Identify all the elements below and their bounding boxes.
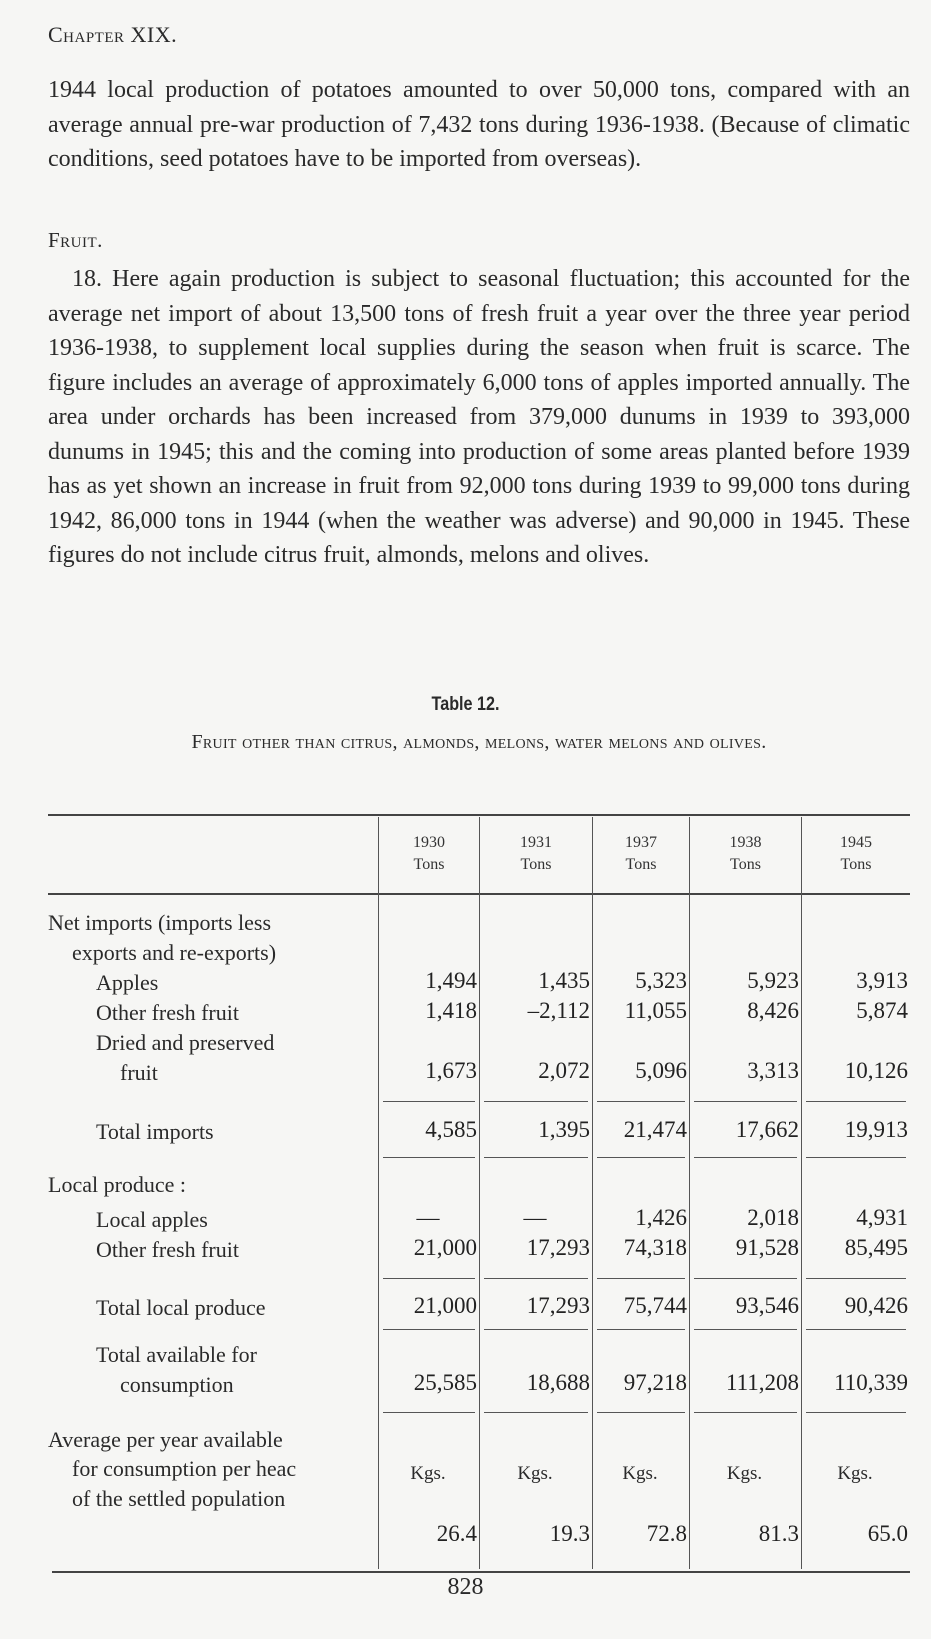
table-cell: 81.3 (758, 1521, 799, 1546)
table-cell: 21,000 (413, 1235, 477, 1260)
table-top-rule (48, 814, 910, 816)
chapter-heading: Chapter XIX. (48, 22, 178, 47)
table-cell: 5,923 (747, 968, 799, 993)
table-cell: 26.4 (436, 1521, 477, 1546)
subtotal-rule (806, 1412, 906, 1413)
table-cell: 1,673 (425, 1058, 477, 1083)
column-year: 1945 (840, 834, 872, 851)
row-label-other-fresh-local: Other fresh fruit (96, 1237, 239, 1262)
table-label: Table 12. (431, 694, 500, 715)
subtotal-rule (383, 1412, 475, 1413)
column-year: 1931 (520, 834, 552, 851)
table-cell: 19.3 (549, 1521, 590, 1546)
row-label-apples: Apples (96, 970, 159, 995)
table-cell: 1,395 (538, 1117, 590, 1142)
table-cell: 75,744 (623, 1293, 687, 1318)
table-cell: 97,218 (623, 1370, 687, 1395)
group-label-local-produce: Local produce : (48, 1172, 187, 1197)
row-label-per-head-cont: for consumption per heac (72, 1456, 297, 1481)
column-header-1931 (480, 832, 592, 876)
row-label-dried-preserved-cont: fruit (120, 1060, 158, 1085)
group-label-net-imports-cont: exports and re-exports) (72, 940, 277, 965)
column-unit: Tons (625, 856, 657, 873)
group-label-net-imports: Net imports (imports less (48, 910, 272, 935)
unit-label: Kgs. (410, 1463, 446, 1484)
table-cell: 21,474 (623, 1117, 687, 1142)
subtotal-rule (597, 1278, 685, 1279)
column-year: 1938 (729, 834, 762, 851)
table-cell: 72.8 (646, 1521, 687, 1546)
unit-label: Kgs. (726, 1463, 763, 1484)
unit-label: Kgs. (517, 1463, 553, 1484)
table-cell: 2,018 (747, 1205, 799, 1230)
section-heading-fruit: Fruit. (48, 228, 103, 252)
subtotal-rule (484, 1278, 588, 1279)
subtotal-rule (383, 1329, 475, 1330)
page-number: 828 (447, 1574, 484, 1600)
table-cell: 19,913 (844, 1117, 908, 1142)
table-cell: 93,546 (735, 1293, 799, 1318)
column-header-1945 (802, 832, 910, 876)
table-cell: 3,913 (856, 968, 908, 993)
table-cell: 10,126 (844, 1058, 908, 1083)
table-cell: — (416, 1205, 440, 1230)
row-label-total-imports: Total imports (96, 1119, 214, 1144)
column-divider (592, 817, 593, 1569)
column-divider (378, 817, 379, 1569)
table-cell: 2,072 (538, 1058, 590, 1083)
row-label-total-available: Total available for (96, 1342, 257, 1367)
table-cell: 18,688 (526, 1370, 590, 1395)
table-cell: 1,435 (538, 968, 590, 993)
table-cell: –2,112 (527, 998, 590, 1023)
column-unit: Tons (520, 856, 552, 873)
subtotal-rule (806, 1329, 906, 1330)
table-cell: 17,662 (735, 1117, 799, 1142)
table-cell: 85,495 (844, 1235, 908, 1260)
subtotal-rule (806, 1157, 906, 1158)
table-cell: 74,318 (623, 1235, 687, 1260)
column-divider (801, 817, 802, 1569)
column-header-1937 (593, 832, 689, 876)
subtotal-rule (383, 1278, 475, 1279)
table-cell: 110,339 (834, 1370, 908, 1395)
subtotal-rule (597, 1101, 685, 1102)
subtotal-rule (597, 1157, 685, 1158)
table-cell: — (523, 1205, 547, 1230)
subtotal-rule (484, 1101, 588, 1102)
column-divider (479, 817, 480, 1569)
subtotal-rule (806, 1101, 906, 1102)
column-divider (689, 817, 690, 1569)
column-unit: Tons (413, 856, 445, 873)
table-cell: 4,585 (425, 1117, 477, 1142)
table-cell: 65.0 (867, 1521, 908, 1546)
paragraph-text: 18. Here again production is subject to seasonal fluctuation; this accounted for the average net import of about 13,500 tons of fresh fruit a year over the three year period 1936-1938, to supplement local supplies during the season when fruit is scarce. The figure includes an average of approximately 6,000 tons of apples imported annually. The area under orchards has been increased from 379,000 dunums in 1939 to 393,000 dunums in 1945; this and the coming into production of some areas planted before 1939 has as yet shown an increase in fruit from 92,000 tons during 1939 to 99,000 tons during 1942, 86,000 tons in 1944 (when the weather was adverse) and 90,000 in 1945. These figures do not include citrus fruit, almonds, melons and olives. (48, 266, 910, 568)
table-cell: 111,208 (725, 1370, 799, 1395)
subtotal-rule (694, 1101, 797, 1102)
column-unit: Tons (730, 856, 761, 873)
subtotal-rule (694, 1412, 797, 1413)
table-cell: 4,931 (856, 1205, 908, 1230)
paragraph-fruit (48, 262, 910, 573)
subtotal-rule (694, 1329, 797, 1330)
subtotal-rule (383, 1157, 475, 1158)
row-label-per-head: Average per year available (48, 1427, 283, 1452)
table-cell: 1,494 (425, 968, 477, 993)
column-year: 1937 (625, 834, 657, 851)
paragraph-text: 1944 local production of potatoes amounted to over 50,000 tons, compared with an average annual pre-war production of 7,432 tons during 1936-1938. (Because of climatic conditions, seed potatoes have to be imported from overseas). (48, 77, 910, 172)
row-label-per-head-cont2: of the settled population (72, 1486, 286, 1511)
table-cell: 8,426 (747, 998, 799, 1023)
subtotal-rule (597, 1412, 685, 1413)
table-cell: 17,293 (526, 1235, 590, 1260)
subtotal-rule (484, 1329, 588, 1330)
row-label-local-apples: Local apples (96, 1207, 208, 1232)
column-header-1938 (690, 832, 801, 876)
table-cell: 5,323 (635, 968, 687, 993)
table-cell: 1,426 (635, 1205, 687, 1230)
row-label-total-available-cont: consumption (120, 1372, 234, 1397)
table-cell: 17,293 (526, 1293, 590, 1318)
table-cell: 21,000 (413, 1293, 477, 1318)
column-header-1930 (379, 832, 479, 876)
table-cell: 25,585 (413, 1370, 477, 1395)
row-label-dried-preserved: Dried and preserved (96, 1030, 275, 1055)
subtotal-rule (694, 1278, 797, 1279)
table-cell: 11,055 (624, 998, 687, 1023)
unit-label: Kgs. (837, 1463, 873, 1484)
row-label-total-local: Total local produce (96, 1295, 266, 1320)
subtotal-rule (806, 1278, 906, 1279)
table-title: Fruit other than citrus, almonds, melons, water melons and olives. (191, 731, 767, 753)
subtotal-rule (597, 1329, 685, 1330)
table-cell: 3,313 (747, 1058, 799, 1083)
paragraph-potatoes (48, 73, 910, 177)
unit-label: Kgs. (622, 1463, 658, 1484)
table-cell: 91,528 (735, 1235, 799, 1260)
table-cell: 5,096 (635, 1058, 687, 1083)
subtotal-rule (383, 1101, 475, 1102)
subtotal-rule (484, 1412, 588, 1413)
table-bottom-rule (52, 1571, 910, 1573)
subtotal-rule (484, 1157, 588, 1158)
subtotal-rule (694, 1157, 797, 1158)
table-cell: 5,874 (856, 998, 908, 1023)
row-label-other-fresh-fruit: Other fresh fruit (96, 1000, 239, 1025)
table-cell: 90,426 (844, 1293, 908, 1318)
table-cell: 1,418 (425, 998, 477, 1023)
column-year: 1930 (413, 834, 445, 851)
column-unit: Tons (840, 856, 872, 873)
